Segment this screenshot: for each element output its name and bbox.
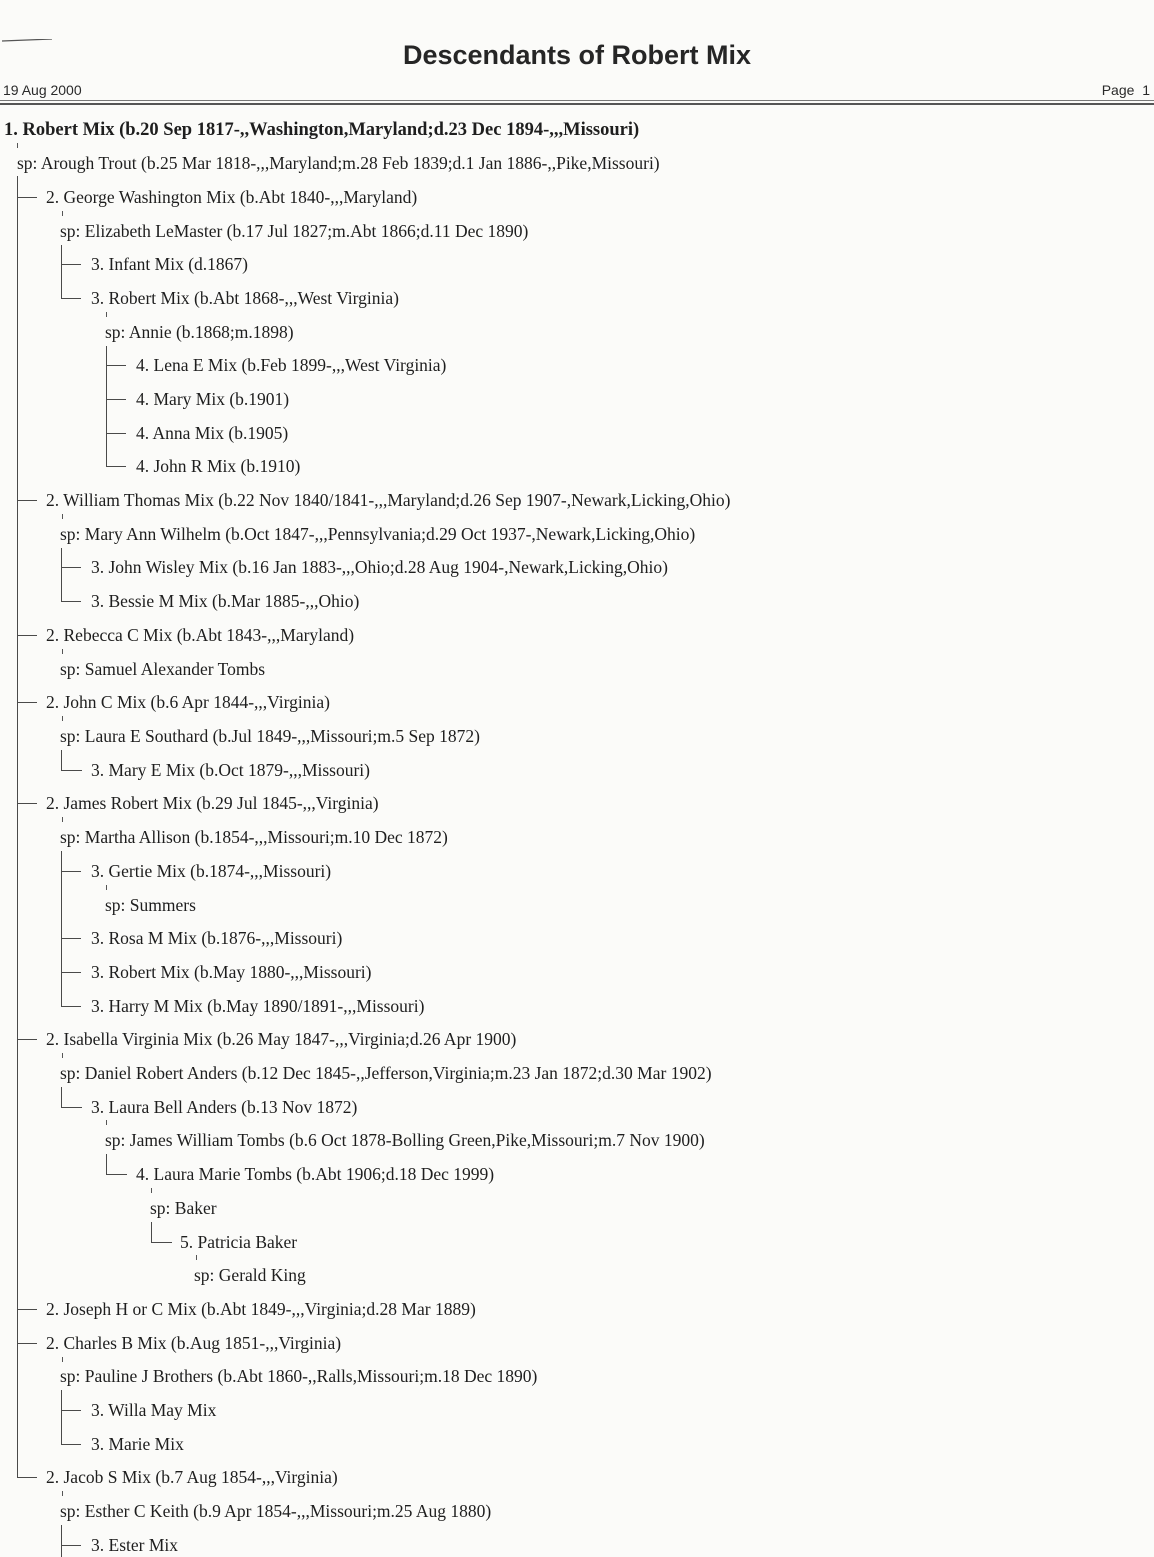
tree-connector <box>61 1006 81 1007</box>
tree-entry: 3. John Wisley Mix (b.16 Jan 1883-,,,Ohio;d.28 Aug 1904-,Newark,Licking,Ohio) <box>91 557 668 577</box>
tree-connector <box>62 211 63 216</box>
tree-entry: sp: Pauline J Brothers (b.Abt 1860-,,Ralls,Missouri;m.18 Dec 1890) <box>60 1366 538 1386</box>
tree-connector <box>106 1154 127 1175</box>
tree-connector <box>106 365 126 366</box>
tree-entry: 4. Anna Mix (b.1905) <box>136 423 289 443</box>
tree-connector <box>17 500 37 501</box>
tree-entry: sp: Annie (b.1868;m.1898) <box>105 322 294 342</box>
tree-connector <box>106 885 107 890</box>
report-date: 19 Aug 2000 <box>3 82 82 98</box>
tree-entry: sp: Baker <box>150 1198 217 1218</box>
tree-connector <box>151 1188 152 1193</box>
report-title: Descendants of Robert Mix <box>402 40 752 70</box>
tree-entry: 4. Lena E Mix (b.Feb 1899-,,,West Virginia) <box>136 355 447 375</box>
tree-connector <box>62 817 63 822</box>
tree-entry: sp: Esther C Keith (b.9 Apr 1854-,,,Missouri;m.25 Aug 1880) <box>60 1501 492 1521</box>
tree-connector <box>17 143 18 148</box>
tree-connector <box>62 514 63 519</box>
tree-entry-root: 1. Robert Mix (b.20 Sep 1817-,,Washington,Maryland;d.23 Dec 1894-,,,Missouri) <box>4 120 640 140</box>
tree-entry: 3. Willa May Mix <box>91 1400 217 1420</box>
tree-entry: sp: Elizabeth LeMaster (b.17 Jul 1827;m.Abt 1866;d.11 Dec 1890) <box>60 221 529 241</box>
tree-connector <box>61 851 62 1006</box>
tree-entry: 3. Robert Mix (b.May 1880-,,,Missouri) <box>91 962 372 982</box>
tree-connector <box>106 346 107 466</box>
tree-connector <box>17 197 37 198</box>
tree-connector <box>61 567 81 568</box>
tree-entry: 3. Marie Mix <box>91 1434 184 1454</box>
tree-connector <box>61 264 81 265</box>
tree-connector <box>61 245 62 298</box>
tree-entry: 2. John C Mix (b.6 Apr 1844-,,,Virginia) <box>46 692 330 712</box>
tree-entry: sp: Summers <box>105 895 196 915</box>
tree-connector <box>17 1309 37 1310</box>
tree-entry: 3. Bessie M Mix (b.Mar 1885-,,,Ohio) <box>91 591 360 611</box>
header-rule-double <box>0 103 1154 105</box>
tree-entry: 4. John R Mix (b.1910) <box>136 456 301 476</box>
tree-entry: sp: Arough Trout (b.25 Mar 1818-,,,Maryland;m.28 Feb 1839;d.1 Jan 1886-,,Pike,Missouri) <box>17 153 660 173</box>
tree-connector <box>196 1255 197 1260</box>
tree-entry: sp: Daniel Robert Anders (b.12 Dec 1845-,,Jefferson,Virginia;m.23 Jan 1872;d.30 Mar 1902) <box>60 1063 712 1083</box>
tree-connector <box>61 1444 81 1445</box>
tree-connector <box>62 1491 63 1496</box>
page-label: Page <box>1101 82 1135 98</box>
tree-connector <box>61 1390 62 1444</box>
page-indicator <box>1102 82 1150 98</box>
tree-connector <box>17 635 37 636</box>
tree-entry: 2. Charles B Mix (b.Aug 1851-,,,Virginia) <box>46 1333 342 1353</box>
tree-connector <box>61 548 62 601</box>
tree-entry: sp: Samuel Alexander Tombs <box>60 659 266 679</box>
tree-connector <box>17 702 37 703</box>
tree-connector <box>62 1357 63 1362</box>
tree-entry: sp: Gerald King <box>194 1265 306 1285</box>
tree-entry: 2. Jacob S Mix (b.7 Aug 1854-,,,Virginia) <box>46 1467 338 1487</box>
tree-entry: 3. Rosa M Mix (b.1876-,,,Missouri) <box>91 928 343 948</box>
tree-connector <box>151 1222 172 1243</box>
tree-connector <box>61 1525 62 1557</box>
tree-entry: 3. Ester Mix <box>91 1535 179 1555</box>
tree-connector <box>61 1410 81 1411</box>
tree-connector <box>61 871 81 872</box>
tree-connector <box>106 466 126 467</box>
tree-entry: 3. Laura Bell Anders (b.13 Nov 1872) <box>91 1097 358 1117</box>
tree-connector <box>61 1545 81 1546</box>
tree-connector <box>106 1120 107 1125</box>
tree-connector <box>62 649 63 654</box>
page-number: 1 <box>1142 82 1150 98</box>
tree-entry: sp: Martha Allison (b.1854-,,,Missouri;m.10 Dec 1872) <box>60 827 448 847</box>
tree-connector <box>62 716 63 721</box>
tree-entry: 3. Robert Mix (b.Abt 1868-,,,West Virginia) <box>91 288 399 308</box>
tree-connector <box>17 803 37 804</box>
tree-entry: 2. Joseph H or C Mix (b.Abt 1849-,,,Virginia;d.28 Mar 1889) <box>46 1299 476 1319</box>
tree-entry: 5. Patricia Baker <box>180 1232 298 1252</box>
tree-connector <box>17 176 18 1478</box>
tree-entry: 2. George Washington Mix (b.Abt 1840-,,,Maryland) <box>46 187 418 207</box>
tree-entry: 3. Gertie Mix (b.1874-,,,Missouri) <box>91 861 332 881</box>
tree-entry: sp: James William Tombs (b.6 Oct 1878-Bolling Green,Pike,Missouri;m.7 Nov 1900) <box>105 1130 705 1150</box>
tree-connector <box>61 601 81 602</box>
tree-connector <box>61 1087 82 1108</box>
tree-entry: 2. Isabella Virginia Mix (b.26 May 1847-,,,Virginia;d.26 Apr 1900) <box>46 1029 517 1049</box>
tree-connector <box>62 1053 63 1058</box>
tree-connector <box>61 972 81 973</box>
tree-entry: 3. Harry M Mix (b.May 1890/1891-,,,Missouri) <box>91 996 425 1016</box>
tree-entry: 3. Infant Mix (d.1867) <box>91 254 248 274</box>
tree-connector <box>106 312 107 317</box>
tree-entry: 2. William Thomas Mix (b.22 Nov 1840/1841-,,,Maryland;d.26 Sep 1907-,Newark,Licking,Ohio) <box>46 490 731 510</box>
tree-connector <box>106 399 126 400</box>
tree-entry: 2. James Robert Mix (b.29 Jul 1845-,,,Virginia) <box>46 793 379 813</box>
tree-entry: sp: Laura E Southard (b.Jul 1849-,,,Missouri;m.5 Sep 1872) <box>60 726 480 746</box>
tree-entry: 2. Rebecca C Mix (b.Abt 1843-,,,Maryland) <box>46 625 355 645</box>
tree-connector <box>106 433 126 434</box>
tree-connector <box>17 1039 37 1040</box>
tree-connector <box>61 938 81 939</box>
tree-entry: sp: Mary Ann Wilhelm (b.Oct 1847-,,,Pennsylvania;d.29 Oct 1937-,Newark,Licking,Ohio) <box>60 524 696 544</box>
tree-connector <box>17 1343 37 1344</box>
tree-entry: 4. Laura Marie Tombs (b.Abt 1906;d.18 Dec 1999) <box>136 1164 495 1184</box>
header-rule <box>0 100 1154 101</box>
tree-entry: 4. Mary Mix (b.1901) <box>136 389 290 409</box>
tree-connector <box>17 1477 37 1478</box>
tree-connector <box>61 750 82 771</box>
tree-connector <box>61 298 81 299</box>
tree-entry: 3. Mary E Mix (b.Oct 1879-,,,Missouri) <box>91 760 371 780</box>
